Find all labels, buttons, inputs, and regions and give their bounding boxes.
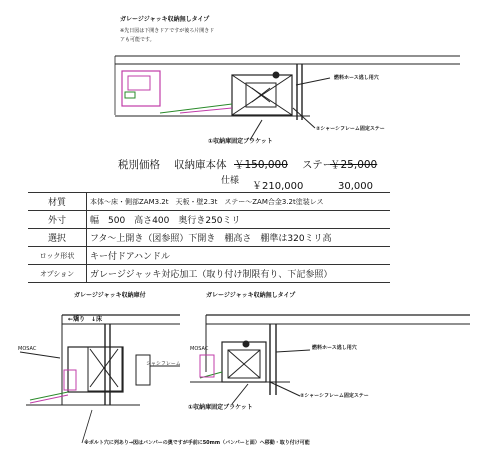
bottom-left-small-label: MOSAC bbox=[18, 346, 37, 352]
bottom-left-title: ガレージジャッキ収納庫付 bbox=[74, 292, 146, 299]
pricing-title: 税別価格 bbox=[118, 159, 160, 171]
spec-row bbox=[28, 211, 390, 229]
spec-key: オプション bbox=[28, 265, 87, 283]
spec-row bbox=[28, 265, 390, 283]
bottom-left-frame-label: シャシフレーム bbox=[146, 361, 181, 367]
top-diagram-title: ガレージジャッキ収納無しタイプ bbox=[120, 16, 210, 23]
spec-row bbox=[28, 229, 390, 247]
bottom-right-title: ガレージジャッキ収納無しタイプ bbox=[206, 292, 296, 299]
pricing-body-label: 収納庫本体 bbox=[174, 159, 227, 171]
footnote-pointer bbox=[82, 410, 92, 443]
bottom-right-small-label: MOSAC bbox=[190, 346, 209, 352]
bottom-left-drawing bbox=[20, 315, 180, 405]
spec-key: 外寸 bbox=[28, 211, 87, 229]
bottom-right-label-fuel-hose: 燃料ホース逃し用穴 bbox=[312, 345, 357, 351]
footnote: ※ボルト穴に列あり→図はバンパーの奥ですが手前に50mm（バンパーと面）へ移動・取り付け可能 bbox=[84, 440, 310, 446]
top-diagram-note-line2: アも可能です。 bbox=[120, 37, 155, 43]
bottom-right-drawing bbox=[190, 315, 470, 404]
spec-key: 材質 bbox=[28, 193, 87, 211]
top-label-fuel-hose: 燃料ホース逃し用穴 bbox=[334, 75, 379, 81]
spec-row bbox=[28, 247, 390, 265]
top-drawing bbox=[115, 56, 460, 140]
bottom-left-side-label: ←矯り ↓床 bbox=[68, 316, 103, 323]
spec-key: ロック形状 bbox=[28, 247, 87, 265]
bottom-right-label-chassis-stay: ②シャーシフレーム固定ステー bbox=[300, 393, 369, 399]
spec-row bbox=[28, 193, 390, 211]
bottom-right-label-bracket: ①収納庫固定ブラケット bbox=[188, 404, 253, 411]
spec-key: 選択 bbox=[28, 229, 87, 247]
pricing-body-old-price: ￥150,000 bbox=[234, 159, 288, 171]
pricing-body-new-price: ￥210,000 bbox=[252, 181, 304, 192]
spec-header: 仕様 bbox=[221, 176, 240, 186]
pricing-stay-new-price: 30,000 bbox=[338, 181, 373, 192]
top-label-chassis-stay: ②シャーシフレーム固定ステー bbox=[316, 126, 385, 132]
spec-value: ガレージジャッキ対応加工（取り付け制限有り、下記参照） bbox=[87, 265, 391, 283]
spec-table bbox=[28, 192, 390, 283]
pricing-stay-label: ステー bbox=[302, 159, 334, 171]
spec-value: 幅 500 高さ400 奥行き250ミリ bbox=[87, 211, 391, 229]
spec-value: キー付ドアハンドル bbox=[87, 247, 391, 265]
pricing-stay-old-price: ￥25,000 bbox=[330, 159, 378, 171]
spec-value: フタ～上開き（図参照）下開き 棚高さ 棚準は320ミリ高 bbox=[87, 229, 391, 247]
top-diagram-note-line1: ※先日図は下開きドアですが後ろ片開きド bbox=[120, 28, 215, 34]
spec-value: 本体～床・側部ZAM3.2t 天板・壁2.3t ステー～ZAM合金3.2t塗装レス bbox=[87, 193, 391, 211]
top-label-bracket: ①収納庫固定ブラケット bbox=[208, 138, 273, 145]
